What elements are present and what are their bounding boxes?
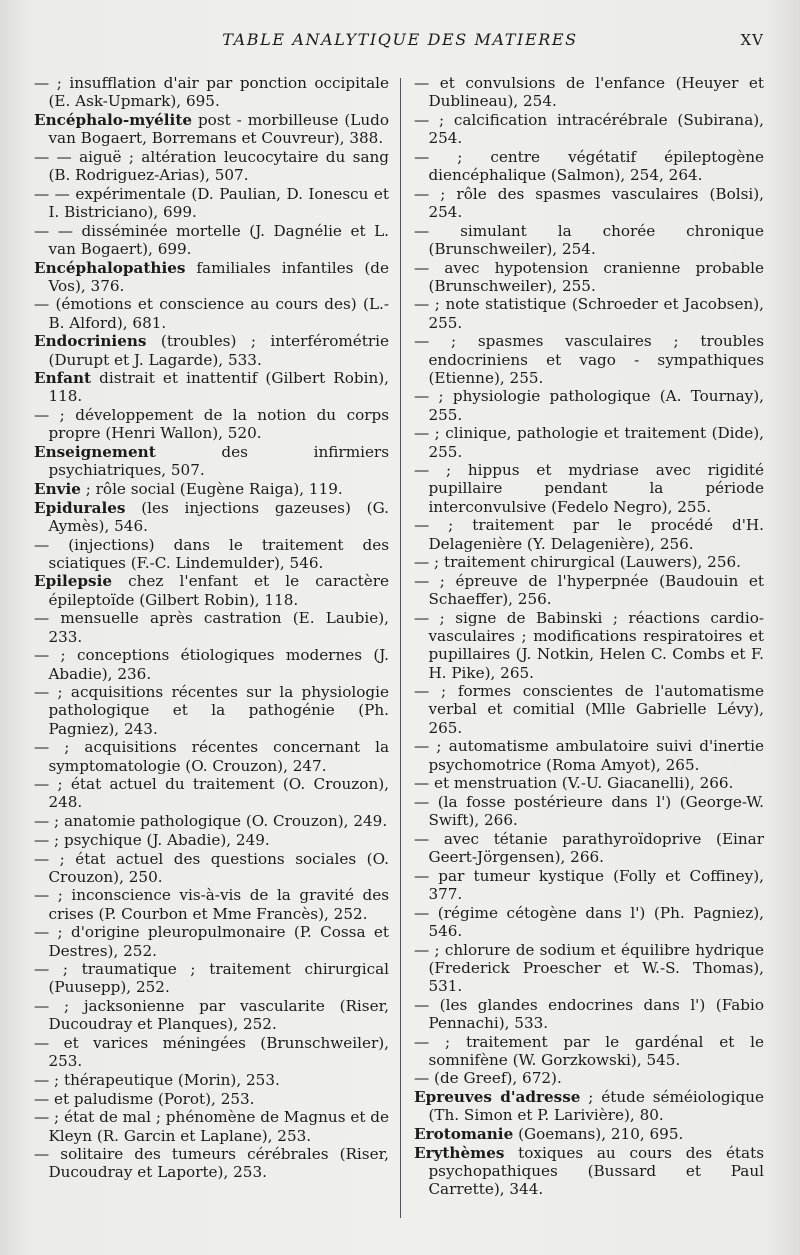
entry-keyword: Endocriniens: [34, 332, 147, 351]
index-subentry: [34, 1108, 389, 1144]
entry-text: — — expérimentale (D. Paulian, D. Ionescu et I. Bistriciano), 699.: [34, 184, 389, 221]
entry-text: (les injections gazeuses) (G. Aymès), 546.: [48, 498, 389, 535]
entry-text: — ; traumatique ; traitement chirurgical (Puusepp), 252.: [34, 960, 389, 997]
index-subentry: [414, 830, 764, 866]
entry-text: distrait et inattentif (Gilbert Robin), 118.: [48, 369, 389, 406]
entry-text: post - morbilleuse (Ludo van Bogaert, Borremans et Couvreur), 388.: [48, 110, 389, 148]
entry-keyword: Envie: [34, 479, 81, 498]
left-column: [34, 74, 389, 1182]
index-subentry: [34, 185, 389, 221]
index-subentry: [414, 222, 764, 258]
entry-keyword: Epilepsie: [34, 572, 112, 591]
entry-keyword: Erythèmes: [414, 1143, 505, 1162]
index-subentry: [414, 793, 764, 829]
entry-text: — ; calcification intracérébrale (Subirana), 254.: [414, 110, 764, 148]
index-subentry: [34, 222, 389, 258]
entry-text: — solitaire des tumeurs cérébrales (Riser, Ducoudray et Laporte), 253.: [34, 1145, 389, 1182]
index-subentry: [34, 406, 389, 442]
entry-text: — ; note statistique (Schroeder et Jacobsen), 255.: [414, 295, 764, 332]
index-subentry: [34, 536, 389, 572]
index-subentry: [34, 1071, 389, 1089]
entry-text: — avec tétanie parathyroïdoprive (Einar Geert-Jörgensen), 266.: [414, 829, 764, 867]
entry-text: — ; conceptions étiologiques modernes (J. Abadie), 236.: [34, 646, 389, 683]
index-subentry: [34, 960, 389, 996]
index-subentry: [34, 997, 389, 1033]
index-subentry: [34, 923, 389, 959]
index-subentry: [34, 148, 389, 184]
entry-text: — ; traitement par le procédé d'H. Delagenière (Y. Delagenière), 256.: [414, 516, 764, 553]
index-subentry: [414, 996, 764, 1032]
index-subentry: [34, 646, 389, 682]
index-subentry: [34, 886, 389, 922]
index-subentry: [414, 424, 764, 460]
entry-keyword: Encéphalopathies: [34, 258, 186, 277]
index-entry-heading: [414, 1144, 764, 1199]
index-subentry: [34, 1090, 389, 1108]
entry-text: — ; traitement par le gardénal et le somnifène (W. Gorzkowski), 545.: [414, 1032, 764, 1069]
entry-text: — ; jacksonienne par vascularite (Riser, Ducoudray et Planques), 252.: [34, 997, 389, 1034]
entry-keyword: Enfant: [34, 369, 92, 388]
entry-text: — ; chlorure de sodium et équilibre hydrique (Frederick Proescher et W.-S. Thomas), 531.: [414, 940, 764, 995]
index-subentry: [414, 185, 764, 221]
index-entry-heading: [414, 1088, 764, 1124]
running-title: TABLE ANALYTIQUE DES MATIERES: [222, 30, 578, 49]
entry-text: — ; inconscience vis-à-vis de la gravité des crises (P. Courbon et Mme Francès), 252.: [34, 886, 389, 923]
entry-text: — ; acquisitions récentes sur la physiologie pathologique et la pathogénie (Ph. Pagniez), 243.: [34, 683, 389, 738]
entry-text: chez l'enfant et le caractère épileptoïde (Gilbert Robin), 118.: [48, 572, 389, 609]
index-subentry: [414, 74, 764, 110]
entry-text: — et paludisme (Porot), 253.: [34, 1089, 255, 1108]
entry-keyword: Epreuves d'adresse: [414, 1088, 581, 1107]
index-subentry: [34, 74, 389, 110]
index-subentry: [34, 1034, 389, 1070]
entry-text: — mensuelle après castration (E. Laubie), 233.: [34, 609, 389, 646]
right-column: [414, 74, 764, 1199]
index-subentry: [34, 683, 389, 738]
index-subentry: [414, 516, 764, 552]
index-subentry: [414, 904, 764, 940]
entry-text: — ; clinique, pathologie et traitement (Dide), 255.: [414, 424, 764, 461]
entry-text: ; étude séméiologique (Th. Simon et P. Larivière), 80.: [428, 1088, 764, 1125]
entry-text: — ; d'origine pleuropulmonaire (P. Cossa et Destres), 252.: [34, 923, 389, 960]
entry-text: — ; état actuel du traitement (O. Crouzon), 248.: [34, 775, 389, 812]
entry-text: — ; formes conscientes de l'automatisme verbal et comitial (Mlle Gabrielle Lévy), 265.: [414, 682, 764, 737]
entry-keyword: Enseignement: [34, 443, 156, 462]
entry-text: — ; état de mal ; phénomène de Magnus et de Kleyn (R. Garcin et Laplane), 253.: [34, 1108, 389, 1145]
entry-text: des infirmiers psychiatriques, 507.: [48, 443, 389, 480]
entry-text: — ; physiologie pathologique (A. Tournay), 255.: [414, 387, 764, 424]
column-divider: [400, 78, 401, 1218]
entry-text: — et varices méningées (Brunschweiler), 253.: [34, 1034, 389, 1071]
index-entry-heading: [34, 369, 389, 405]
index-entry-heading: [34, 499, 389, 535]
entry-text: — ; rôle des spasmes vasculaires (Bolsi), 254.: [414, 184, 764, 221]
index-subentry: [34, 831, 389, 849]
index-entry-heading: [414, 1125, 764, 1143]
index-subentry: [414, 1033, 764, 1069]
index-subentry: [34, 609, 389, 645]
index-entry-heading: [34, 259, 389, 295]
index-subentry: [414, 148, 764, 184]
entry-keyword: Encéphalo-myélite: [34, 110, 193, 129]
page-number: XV: [740, 31, 764, 49]
entry-text: familiales infantiles (de Vos), 376.: [48, 258, 389, 295]
entry-keyword: Erotomanie: [414, 1125, 514, 1144]
entry-text: — ; automatisme ambulatoire suivi d'inertie psychomotrice (Roma Amyot), 265.: [414, 737, 764, 774]
entry-text: — ; acquisitions récentes concernant la symptomatologie (O. Crouzon), 247.: [34, 738, 389, 775]
index-subentry: [414, 461, 764, 516]
entry-text: — ; thérapeutique (Morin), 253.: [34, 1070, 280, 1089]
index-subentry: [414, 682, 764, 737]
entry-text: — avec hypotension cranienne probable (Brunschweiler), 255.: [414, 258, 764, 295]
entry-text: — (régime cétogène dans l') (Ph. Pagniez), 546.: [414, 903, 764, 940]
entry-text: — et convulsions de l'enfance (Heuyer et Dublineau), 254.: [414, 74, 764, 111]
index-subentry: [414, 387, 764, 423]
entry-text: toxiques au cours des états psychopathiques (Bussard et Paul Carrette), 344.: [428, 1143, 764, 1199]
entry-text: — ; psychique (J. Abadie), 249.: [34, 830, 270, 849]
index-entry-heading: [34, 111, 389, 147]
entry-text: — par tumeur kystique (Folly et Coffiney), 377.: [414, 866, 764, 903]
index-entry-heading: [34, 480, 389, 498]
entry-keyword: Epidurales: [34, 498, 126, 517]
index-subentry: [414, 295, 764, 331]
index-subentry: [414, 867, 764, 903]
index-subentry: [414, 259, 764, 295]
entry-text: — simulant la chorée chronique (Brunschweiler), 254.: [414, 221, 764, 258]
entry-text: — ; état actuel des questions sociales (O. Crouzon), 250.: [34, 849, 389, 886]
entry-text: — (les glandes endocrines dans l') (Fabio Pennachi), 533.: [414, 995, 764, 1032]
entry-text: — ; spasmes vasculaires ; troubles endocriniens et vago - sympathiques (Etienne), 255.: [414, 332, 764, 387]
entry-text: — (de Greef), 672).: [414, 1069, 562, 1088]
index-subentry: [34, 1145, 389, 1181]
entry-text: — — disséminée mortelle (J. Dagnélie et L. van Bogaert), 699.: [34, 221, 389, 258]
entry-text: — — aiguë ; altération leucocytaire du sang (B. Rodriguez-Arias), 507.: [34, 147, 389, 185]
entry-text: — (émotions et conscience au cours des) (L.-B. Alford), 681.: [34, 295, 389, 332]
index-subentry: [34, 812, 389, 830]
index-subentry: [34, 295, 389, 331]
index-subentry: [414, 332, 764, 387]
entry-text: — et menstruation (V.-U. Giacanelli), 266.: [414, 774, 734, 793]
index-subentry: [414, 774, 764, 792]
entry-text: (troubles) ; interférométrie (Durupt et J. Lagarde), 533.: [48, 332, 389, 369]
entry-text: — ; traitement chirurgical (Lauwers), 256.: [414, 553, 741, 572]
entry-text: — ; épreuve de l'hyperpnée (Baudouin et Schaeffer), 256.: [414, 571, 764, 609]
entry-text: — ; développement de la notion du corps propre (Henri Wallon), 520.: [34, 406, 389, 443]
index-entry-heading: [34, 572, 389, 608]
entry-text: — ; hippus et mydriase avec rigidité pupillaire pendant la période interconvulsive (Fedelo Negro), 255.: [414, 461, 764, 516]
index-subentry: [34, 775, 389, 811]
entry-text: (Goemans), 210, 695.: [513, 1125, 684, 1144]
entry-text: — (injections) dans le traitement des sciatiques (F.-C. Lindemulder), 546.: [34, 535, 389, 572]
entry-text: — ; signe de Babinski ; réactions cardio-vasculaires ; modifications respiratoires et pupillaires (J. Notkin, Helen C. Combs et F. H. Pike), 265.: [414, 608, 764, 682]
entry-text: — ; insufflation d'air par ponction occipitale (E. Ask-Upmark), 695.: [34, 74, 389, 111]
index-subentry: [414, 941, 764, 996]
index-subentry: [414, 572, 764, 608]
entry-text: — (la fosse postérieure dans l') (George-W. Swift), 266.: [414, 792, 764, 830]
index-subentry: [414, 553, 764, 571]
entry-text: — ; centre végétatif épileptogène diencéphalique (Salmon), 254, 264.: [414, 147, 764, 185]
index-subentry: [414, 1069, 764, 1087]
index-subentry: [414, 737, 764, 773]
entry-text: — ; anatomie pathologique (O. Crouzon), 249.: [34, 812, 388, 831]
index-subentry: [34, 738, 389, 774]
entry-text: ; rôle social (Eugène Raiga), 119.: [80, 479, 343, 498]
index-entry-heading: [34, 443, 389, 479]
index-entry-heading: [34, 332, 389, 368]
index-subentry: [34, 850, 389, 886]
index-subentry: [414, 609, 764, 682]
index-subentry: [414, 111, 764, 147]
running-head: [0, 30, 800, 52]
